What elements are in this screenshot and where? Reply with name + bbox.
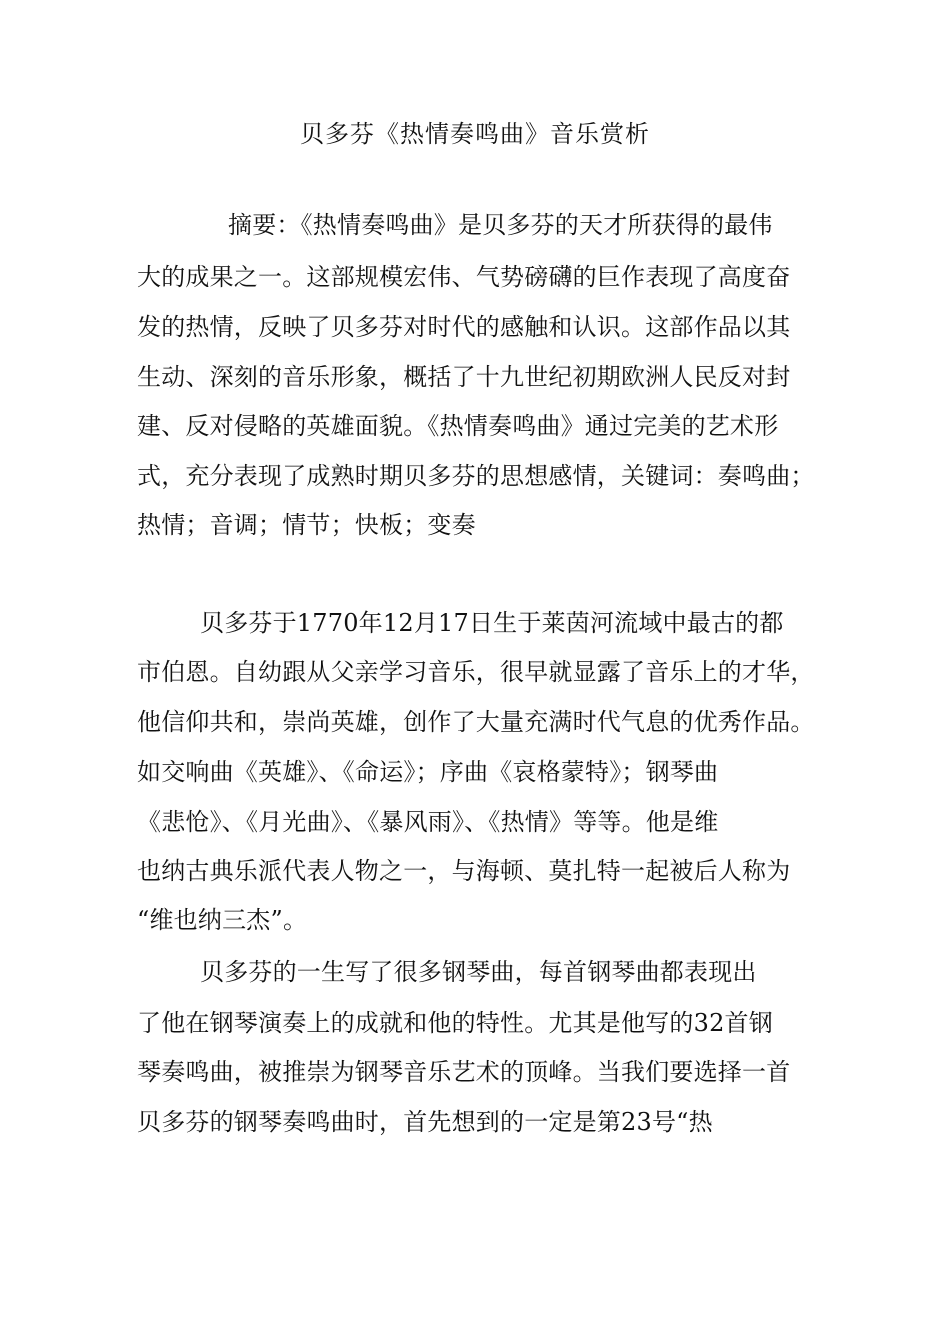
document-title: 贝多芬《热情奏鸣曲》音乐赏析 xyxy=(300,120,650,148)
abstract-line-3: 发的热情，反映了贝多芬对时代的感触和认识。这部作品以其 xyxy=(137,313,791,341)
paragraph2-line-1: 贝多芬的一生写了很多钢琴曲，每首钢琴曲都表现出 xyxy=(200,958,757,986)
paragraph1-line-7: “维也纳三杰”。 xyxy=(137,906,308,934)
abstract-line-5: 建、反对侵略的英雄面貌。《热情奏鸣曲》通过完美的艺术形 xyxy=(137,412,779,440)
abstract-line-1: 摘要：《热情奏鸣曲》是贝多芬的天才所获得的最伟 xyxy=(228,211,773,239)
paragraph2-line-2: 了他在钢琴演奏上的成就和他的特性。尤其是他写的32首钢 xyxy=(137,1009,773,1037)
paragraph1-line-5: 《悲怆》、《月光曲》、《暴风雨》、《热情》等等。他是维 xyxy=(137,808,719,836)
paragraph2-line-4: 贝多芬的钢琴奏鸣曲时，首先想到的一定是第23号“热 xyxy=(137,1108,713,1136)
paragraph1-line-4: 如交响曲《英雄》、《命运》；序曲《哀格蒙特》；钢琴曲 xyxy=(137,758,719,786)
paragraph1-line-2: 市伯恩。自幼跟从父亲学习音乐，很早就显露了音乐上的才华， xyxy=(137,658,815,686)
paragraph1-line-1: 贝多芬于1770年12月17日生于莱茵河流域中最古的都 xyxy=(200,609,784,637)
paragraph1-line-6: 也纳古典乐派代表人物之一，与海顿、莫扎特一起被后人称为 xyxy=(137,857,791,885)
paragraph2-line-3: 琴奏鸣曲，被推崇为钢琴音乐艺术的顶峰。当我们要选择一首 xyxy=(137,1058,791,1086)
abstract-line-4: 生动、深刻的音乐形象，概括了十九世纪初期欧洲人民反对封 xyxy=(137,363,791,391)
abstract-line-7: 热情；音调；情节；快板；变奏 xyxy=(137,511,476,539)
paragraph1-line-3: 他信仰共和，崇尚英雄，创作了大量充满时代气息的优秀作品。 xyxy=(137,708,815,736)
abstract-line-6: 式，充分表现了成熟时期贝多芬的思想感情，关键词：奏鸣曲； xyxy=(137,462,815,490)
abstract-line-2: 大的成果之一。这部规模宏伟、气势磅礴的巨作表现了高度奋 xyxy=(137,263,791,291)
